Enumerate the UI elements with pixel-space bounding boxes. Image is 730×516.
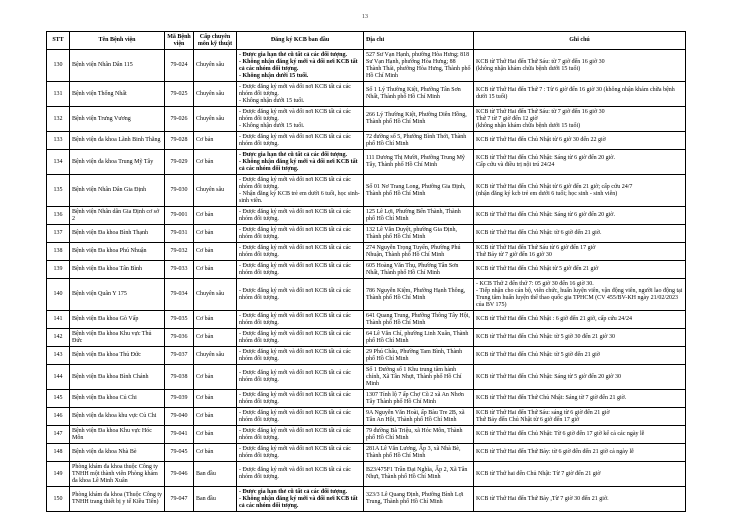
stt-cell: 146 bbox=[47, 408, 70, 426]
register-line: - Được đăng ký mới và đổi nơi KCB tất cả các nhóm đối tượng. bbox=[239, 244, 351, 258]
level-cell: Cơ bản bbox=[194, 408, 237, 426]
hospital-name-cell: Bệnh viện Quân Y 175 bbox=[70, 279, 165, 311]
note-line: KCB từ Thứ Hai đến Chủ Nhật: Sáng từ 6 giờ đến 20 giờ. bbox=[476, 155, 615, 161]
stt-cell: 145 bbox=[47, 390, 70, 408]
header-hospital-code: Mã Bệnh viện bbox=[165, 32, 194, 50]
address-cell: B23/475F1 Trần Đại Nghĩa, Ấp 2, Xã Tân Nhựt, Thành phố Hồ Chí Minh bbox=[364, 462, 474, 487]
level-cell: Cơ bản bbox=[194, 329, 237, 347]
register-line: - Nhận đăng ký KCB trẻ em dưới 6 tuổi, học sinh- sinh viên. bbox=[239, 190, 360, 204]
level-cell: Chuyên sâu bbox=[194, 50, 237, 82]
note-cell bbox=[474, 132, 686, 150]
note-line: KCB từ Thứ Hai đến Chủ Nhật từ 6 giờ đến 21 giờ; cấp cứu 24/7 bbox=[476, 183, 633, 190]
table-row bbox=[47, 225, 686, 243]
stt-cell: 131 bbox=[47, 82, 70, 107]
table-body bbox=[47, 50, 686, 512]
stt-cell: 142 bbox=[47, 329, 70, 347]
note-line: KCB từ Thứ Hai đến Thứ Chủ Nhật: Sáng từ 7 giờ đến 21 giờ. bbox=[476, 395, 627, 401]
address-cell: 786 Nguyễn Kiệm, Phường Hạnh Thông, Thành phố Hồ Chí Minh bbox=[364, 279, 474, 311]
note-cell bbox=[474, 243, 686, 261]
address-cell: 29 Phú Châu, Phường Tam Bình, Thành phố Hồ Chí Minh bbox=[364, 347, 474, 365]
hospital-code-cell: 79-047 bbox=[165, 487, 194, 512]
table-row bbox=[47, 426, 686, 444]
register-line: - Được gia hạn thẻ cũ tất cả các đối tượng. bbox=[239, 488, 348, 495]
header-stt: STT bbox=[47, 32, 70, 50]
note-line: Cấp cứu và điều trị nội trú 24/24 bbox=[476, 162, 555, 168]
header-address: Địa chỉ bbox=[364, 32, 474, 50]
address-cell: 125 Lê Lợi, Phường Bến Thành, Thành phố Hồ Chí Minh bbox=[364, 207, 474, 225]
hospital-code-cell: 79-046 bbox=[165, 462, 194, 487]
table-row bbox=[47, 243, 686, 261]
stt-cell: 135 bbox=[47, 175, 70, 207]
note-line: KCB từ Thứ Hai đến Thứ 7 : Từ 6 giờ đến 16 giờ 30 (không nhận khám chữa bệnh dưới 15 tuổi) bbox=[476, 87, 675, 100]
register-cell bbox=[237, 207, 364, 225]
level-cell: Chuyên sâu bbox=[194, 82, 237, 107]
level-cell: Cơ bản bbox=[194, 150, 237, 175]
table-row bbox=[47, 408, 686, 426]
note-line: KCB từ Thứ Hai đến Thứ Sáu: sáng từ 6 giờ đến 21 giờ bbox=[476, 409, 610, 416]
note-cell bbox=[474, 279, 686, 311]
address-cell: 64 Lê Văn Chí, phường Linh Xuân, Thành phố Hồ Chí Minh bbox=[364, 329, 474, 347]
address-cell: 79 đường Bà Triệu, xã Hóc Môn, Thành phố Hồ Chí Minh bbox=[364, 426, 474, 444]
level-cell: Cơ bản bbox=[194, 261, 237, 279]
header-note: Ghi chú bbox=[474, 32, 686, 50]
hospital-code-cell: 79-025 bbox=[165, 82, 194, 107]
stt-cell: 138 bbox=[47, 243, 70, 261]
stt-cell: 134 bbox=[47, 150, 70, 175]
hospital-code-cell: 79-026 bbox=[165, 107, 194, 132]
register-line: - Được đăng ký mới và đổi nơi KCB tất cả các nhóm đối tượng. bbox=[239, 330, 351, 344]
register-line: - Được đăng ký mới và đổi nơi KCB tất cả các nhóm đối tượng. bbox=[239, 445, 351, 459]
note-line: (nhận đăng ký kcb trẻ em dưới 6 tuổi; học sinh - sinh viên) bbox=[476, 190, 618, 197]
hospital-name-cell: Bệnh viện Đa khoa Tân Bình bbox=[70, 261, 165, 279]
hospital-name-cell: Bệnh viện đa khoa Nhà Bè bbox=[70, 444, 165, 462]
register-cell bbox=[237, 132, 364, 150]
hospital-code-cell: 79-038 bbox=[165, 365, 194, 390]
address-cell: Số 01 Nơ Trang Long, Phường Gia Định, Thành phố Hồ Chí Minh bbox=[364, 175, 474, 207]
register-line: - Được đăng ký mới và đổi nơi KCB tất cả các nhóm đối tượng. bbox=[239, 409, 351, 423]
note-cell bbox=[474, 175, 686, 207]
address-cell: 9A Nguyễn Văn Hoài, ấp Bàu Tre 2B, xã Tân An Hội, Thành phố Hồ Chí Minh bbox=[364, 408, 474, 426]
hospital-code-cell: 79-030 bbox=[165, 175, 194, 207]
note-line: KCB từ Thứ Hai đến Thứ Bảy ,Từ 7 giờ 30 đến 21 giờ. bbox=[476, 495, 609, 502]
note-line: KCB từ Thứ Hai đến Chủ Nhật từ 6 giờ 30 đến 22 giờ bbox=[476, 137, 606, 143]
register-line: - Được đăng ký mới và đổi nơi KCB tất cả các nhóm đối tượng. bbox=[239, 176, 351, 190]
table-header-row bbox=[47, 32, 686, 50]
note-cell bbox=[474, 444, 686, 462]
hospital-name-cell: Phòng khám đa khoa (Thuộc Công ty TNHH trang thiết bị y tế Kiều Tiên) bbox=[70, 487, 165, 512]
table-row bbox=[47, 150, 686, 175]
register-cell bbox=[237, 426, 364, 444]
note-line: KCB từ Thứ Hai đến Chủ Nhật: Sáng từ 6 giờ đến 20 giờ. bbox=[476, 212, 615, 218]
note-line: KCB từ Thứ Hai đến Chủ Nhật: từ 5 giờ 30 đến 21 giờ 30 bbox=[476, 334, 615, 340]
address-cell: 281A Lê Văn Lương, Ấp 3, xã Nhà Bè, Thành phố Hồ Chí Minh bbox=[364, 444, 474, 462]
register-cell bbox=[237, 279, 364, 311]
hospital-code-cell: 79-036 bbox=[165, 329, 194, 347]
hospital-code-cell: 79-045 bbox=[165, 444, 194, 462]
hospital-name-cell: Bệnh viện Đa khoa Thủ Đức bbox=[70, 347, 165, 365]
note-cell bbox=[474, 408, 686, 426]
note-cell bbox=[474, 426, 686, 444]
page-number: 13 bbox=[362, 14, 368, 20]
note-line: Thứ 7 từ 7 giờ đến 12 giờ bbox=[476, 115, 538, 122]
address-cell: 132 Lê Văn Duyệt, phường Gia Định, Thành phố Hồ Chí Minh bbox=[364, 225, 474, 243]
note-cell bbox=[474, 347, 686, 365]
hospital-code-cell: 79-035 bbox=[165, 311, 194, 329]
table-row bbox=[47, 207, 686, 225]
note-line: Thứ Bảy đến Chủ Nhật từ 6 giờ đến 17 giờ bbox=[476, 416, 580, 423]
hospital-code-cell: 79-029 bbox=[165, 150, 194, 175]
level-cell: Cơ bản bbox=[194, 444, 237, 462]
note-line: KCB từ Thứ Hai đến Chủ Nhật: từ 6 giờ đến 21 giờ. bbox=[476, 230, 602, 236]
hospital-table bbox=[46, 31, 686, 512]
stt-cell: 143 bbox=[47, 347, 70, 365]
hospital-name-cell: Bệnh viện Đa khoa Khu vực Thủ Đức bbox=[70, 329, 165, 347]
note-cell bbox=[474, 150, 686, 175]
note-cell bbox=[474, 487, 686, 512]
level-cell: Cơ bản bbox=[194, 390, 237, 408]
level-cell: Chuyên sâu bbox=[194, 175, 237, 207]
level-cell: Cơ bản bbox=[194, 132, 237, 150]
register-cell bbox=[237, 107, 364, 132]
note-cell bbox=[474, 311, 686, 329]
hospital-name-cell: Bệnh viện Đa khoa Gò Vấp bbox=[70, 311, 165, 329]
register-cell bbox=[237, 390, 364, 408]
hospital-name-cell: Bệnh viện đa khoa Lãnh Binh Thăng bbox=[70, 132, 165, 150]
register-line: - Không nhận dưới 15 tuổi. bbox=[239, 72, 309, 79]
address-cell: 274 Nguyễn Trọng Tuyển, Phường Phú Nhuận, Thành phố Hồ Chí Minh bbox=[364, 243, 474, 261]
register-cell bbox=[237, 329, 364, 347]
stt-cell: 140 bbox=[47, 279, 70, 311]
address-cell: 1307 Tỉnh lộ 7 ấp Chợ Cũ 2 xã An Nhơn Tây Thành phố Hồ Chí Minh bbox=[364, 390, 474, 408]
register-line: - Không nhận dưới 15 tuổi. bbox=[239, 97, 305, 104]
hospital-name-cell: Bệnh viện Đa khoa Khu vực Hóc Môn bbox=[70, 426, 165, 444]
hospital-code-cell: 79-028 bbox=[165, 132, 194, 150]
stt-cell: 141 bbox=[47, 311, 70, 329]
level-cell: Cơ bản bbox=[194, 207, 237, 225]
hospital-name-cell: Bệnh viện Nhân Dân Gia Định bbox=[70, 175, 165, 207]
register-line: - Không nhận đăng ký mới và đổi nơi KCB tất cả các nhóm đối tượng. bbox=[239, 158, 358, 172]
note-line: KCB từ Thứ Hai đến Thứ Sáu: từ 7 giờ đến 16 giờ 30 bbox=[476, 58, 605, 65]
hospital-name-cell: Bệnh viện Đa khoa Bình Thạnh bbox=[70, 225, 165, 243]
stt-cell: 147 bbox=[47, 426, 70, 444]
level-cell: Ban đầu bbox=[194, 487, 237, 512]
level-cell: Cơ bản bbox=[194, 365, 237, 390]
table-row bbox=[47, 444, 686, 462]
register-cell bbox=[237, 311, 364, 329]
stt-cell: 150 bbox=[47, 487, 70, 512]
address-cell: Số 1 Đường số 1 Khu trung tâm hành chính, Xã Tân Nhựt, Thành phố Hồ Chí Minh bbox=[364, 365, 474, 390]
address-cell: 527 Sư Vạn Hạnh, phường Hòa Hưng; 818 Sư Vạn Hạnh, phường Hòa Hưng; 88 Thành Thái, phường Hòa Hưng, Thành phố Hồ Chí Minh bbox=[364, 50, 474, 82]
note-line: KCB từ Thứ Hai đến Chủ Nhật từ 5 giờ đến 21 giờ bbox=[476, 266, 599, 272]
hospital-name-cell: Bệnh viện đa khoa khu vực Củ Chi bbox=[70, 408, 165, 426]
register-cell bbox=[237, 408, 364, 426]
table-row bbox=[47, 390, 686, 408]
note-cell bbox=[474, 365, 686, 390]
hospital-code-cell: 79-040 bbox=[165, 408, 194, 426]
stt-cell: 148 bbox=[47, 444, 70, 462]
note-line: KCB từ Thứ hai đến Chủ Nhật: Từ 7 giờ đến 21 giờ bbox=[476, 470, 601, 477]
register-line: - Không nhận đăng ký mới và đổi nơi KCB tất cả các nhóm đối tượng. bbox=[239, 58, 358, 72]
note-cell bbox=[474, 107, 686, 132]
level-cell: Chuyên sâu bbox=[194, 279, 237, 311]
level-cell: Chuyên sâu bbox=[194, 107, 237, 132]
register-cell bbox=[237, 444, 364, 462]
note-line: Thứ Bảy từ 7 giờ đến 16 giờ 30 bbox=[476, 251, 552, 258]
header-register: Đăng ký KCB ban đầu bbox=[237, 32, 364, 50]
register-cell bbox=[237, 462, 364, 487]
register-cell bbox=[237, 50, 364, 82]
register-line: - Được đăng ký mới và đổi nơi KCB tất cả các nhóm đối tượng. bbox=[239, 287, 351, 301]
register-line: - Được đăng ký mới và đổi nơi KCB tất cả các nhóm đối tượng. bbox=[239, 108, 351, 122]
level-cell: Ban đầu bbox=[194, 462, 237, 487]
level-cell: Cơ bản bbox=[194, 243, 237, 261]
level-cell: Cơ bản bbox=[194, 426, 237, 444]
note-line: KCB từ Thứ Hai đến Chủ Nhật: Sáng từ 5 giờ đến 20 giờ 30 bbox=[476, 373, 621, 380]
address-cell: 72 đường số 5, Phường Bình Thới, Thành phố Hồ Chí Minh bbox=[364, 132, 474, 150]
register-cell bbox=[237, 347, 364, 365]
register-line: - Được gia hạn thẻ cũ tất cả các đối tượng. bbox=[239, 51, 348, 58]
table-row bbox=[47, 132, 686, 150]
address-cell: 323/3 Lê Quang Định, Phường Bình Lợi Trung, Thành phố Hồ Chí Minh bbox=[364, 487, 474, 512]
level-cell: Cơ bản bbox=[194, 311, 237, 329]
table-row bbox=[47, 365, 686, 390]
stt-cell: 149 bbox=[47, 462, 70, 487]
note-line: - KCB Thứ 2 đến thứ 7: 05 giờ 30 đến 16 giờ 30. bbox=[476, 280, 594, 287]
hospital-name-cell: Bệnh viện Đa khoa Củ Chi bbox=[70, 390, 165, 408]
level-cell: Chuyên sâu bbox=[194, 347, 237, 365]
note-line: KCB từ Thứ Hai đến Thứ Bảy: từ 6 giờ đến đến 21 giờ cả ngày lễ bbox=[476, 449, 634, 455]
register-cell bbox=[237, 175, 364, 207]
note-line: - Tiếp nhận cho cán bộ, viên chức, huấn luyện viên, vận động viên, người lao động tại Trung tâm huấn luyện thể thao quốc gia TPHCM (CV 455/BV-KH ngày 21/02/2023 của BV 175) bbox=[476, 287, 683, 308]
address-cell: Số 1 Lý Thường Kiệt, Phường Tân Sơn Nhất, Thành phố Hồ Chí Minh bbox=[364, 82, 474, 107]
register-cell bbox=[237, 150, 364, 175]
hospital-name-cell: Bệnh viện Nhân dân Gia Định cơ sở 2 bbox=[70, 207, 165, 225]
register-line: - Được đăng ký mới và đổi nơi KCB tất cả các nhóm đối tượng. bbox=[239, 312, 351, 326]
note-line: KCB từ Thứ Hai đến Chủ Nhật : 6 giờ đến 21 giờ, cấp cứu 24/24 bbox=[476, 316, 632, 322]
address-cell: 266 Lý Thường Kiệt, Phường Diên Hồng, Thành phố Hồ Chí Minh bbox=[364, 107, 474, 132]
header-hospital-name: Tên Bệnh viện bbox=[70, 32, 165, 50]
note-cell bbox=[474, 207, 686, 225]
address-cell: 111 Dương Thị Mười, Phường Trung Mỹ Tây, Thành phố Hồ Chí Minh bbox=[364, 150, 474, 175]
register-line: - Được đăng ký mới và đổi nơi KCB tất cả các nhóm đối tượng. bbox=[239, 208, 351, 222]
stt-cell: 130 bbox=[47, 50, 70, 82]
register-line: - Được gia hạn thẻ cũ tất cả các đối tượng. bbox=[239, 151, 348, 158]
hospital-code-cell: 79-041 bbox=[165, 426, 194, 444]
table-row bbox=[47, 279, 686, 311]
note-cell bbox=[474, 50, 686, 82]
hospital-name-cell: Bệnh viện Trưng Vương bbox=[70, 107, 165, 132]
register-cell bbox=[237, 487, 364, 512]
hospital-name-cell: Bệnh viện đa khoa Trung Mỹ Tây bbox=[70, 150, 165, 175]
table-row bbox=[47, 175, 686, 207]
register-cell bbox=[237, 261, 364, 279]
stt-cell: 144 bbox=[47, 365, 70, 390]
register-cell bbox=[237, 82, 364, 107]
stt-cell: 139 bbox=[47, 261, 70, 279]
hospital-name-cell: Phòng khám đa khoa thuộc Công ty TNHH một thành viên Phòng khám đa khoa Lê Minh Xuân bbox=[70, 462, 165, 487]
register-line: - Không nhận đăng ký mới và đổi nơi KCB tất cả các nhóm đối tượng. bbox=[239, 495, 358, 509]
note-cell bbox=[474, 462, 686, 487]
note-line: KCB từ Thứ Hai đến Chủ Nhật: Từ 6 giờ đến 17 giờ kể cả các ngày lễ bbox=[476, 431, 645, 437]
table-row bbox=[47, 82, 686, 107]
table-row bbox=[47, 462, 686, 487]
hospital-code-cell: 79-037 bbox=[165, 347, 194, 365]
table-row bbox=[47, 347, 686, 365]
table-row bbox=[47, 311, 686, 329]
register-cell bbox=[237, 243, 364, 261]
table-row bbox=[47, 329, 686, 347]
table-row bbox=[47, 487, 686, 512]
note-cell bbox=[474, 329, 686, 347]
register-line: - Được đăng ký mới và đổi nơi KCB tất cả các nhóm đối tượng. bbox=[239, 467, 351, 480]
register-line: - Không nhận dưới 15 tuổi. bbox=[239, 122, 305, 129]
note-cell bbox=[474, 225, 686, 243]
stt-cell: 136 bbox=[47, 207, 70, 225]
register-line: - Được đăng ký mới và đổi nơi KCB tất cả các nhóm đối tượng. bbox=[239, 348, 351, 362]
register-line: - Được đăng ký mới và đổi nơi KCB tất cả các nhóm đối tượng. bbox=[239, 83, 351, 97]
address-cell: 641 Quang Trung, Phường Thông Tây Hội, Thành phố Hồ Chí Minh bbox=[364, 311, 474, 329]
register-line: - Được đăng ký mới và đổi nơi KCB tất cả các nhóm đối tượng. bbox=[239, 133, 351, 147]
note-cell bbox=[474, 261, 686, 279]
register-line: - Được đăng ký mới và đổi nơi KCB tất cả các nhóm đối tượng. bbox=[239, 226, 351, 240]
stt-cell: 133 bbox=[47, 132, 70, 150]
note-cell bbox=[474, 82, 686, 107]
note-line: KCB từ Thứ Hai đến Thứ Sáu: từ 7 giờ đến 16 giờ 30 bbox=[476, 108, 605, 115]
hospital-code-cell: 79-024 bbox=[165, 50, 194, 82]
note-line: (không nhận khám chữa bệnh dưới 15 tuổi) bbox=[476, 65, 581, 72]
table-row bbox=[47, 50, 686, 82]
hospital-name-cell: Bệnh viện Thống Nhất bbox=[70, 82, 165, 107]
address-cell: 605 Hoàng Văn Thụ, Phường Tân Sơn Nhất, Thành phố Hồ Chí Minh bbox=[364, 261, 474, 279]
hospital-name-cell: Bệnh viện Nhân Dân 115 bbox=[70, 50, 165, 82]
register-line: - Được đăng ký mới và đổi nơi KCB tất cả các nhóm đối tượng. bbox=[239, 370, 351, 383]
hospital-name-cell: Bệnh viện Đa khoa Phú Nhuận bbox=[70, 243, 165, 261]
hospital-code-cell: 79-034 bbox=[165, 279, 194, 311]
stt-cell: 132 bbox=[47, 107, 70, 132]
hospital-name-cell: Bệnh viện Đa khoa Bình Chánh bbox=[70, 365, 165, 390]
header-level: Cấp chuyên môn kỹ thuật bbox=[194, 32, 237, 50]
register-cell bbox=[237, 365, 364, 390]
hospital-table-container bbox=[46, 31, 685, 512]
register-line: - Được đăng ký mới và đổi nơi KCB tất cả các nhóm đối tượng. bbox=[239, 427, 351, 441]
hospital-code-cell: 79-032 bbox=[165, 243, 194, 261]
hospital-code-cell: 79-039 bbox=[165, 390, 194, 408]
register-line: - Được đăng ký mới và đổi nơi KCB tất cả các nhóm đối tượng. bbox=[239, 262, 351, 276]
hospital-code-cell: 79-031 bbox=[165, 225, 194, 243]
table-row bbox=[47, 107, 686, 132]
register-cell bbox=[237, 225, 364, 243]
hospital-code-cell: 79-001 bbox=[165, 207, 194, 225]
level-cell: Cơ bản bbox=[194, 225, 237, 243]
stt-cell: 137 bbox=[47, 225, 70, 243]
note-line: KCB từ Thứ Hai đến Chủ Nhật: từ 5 giờ đến 21 giờ bbox=[476, 352, 600, 358]
table-row bbox=[47, 261, 686, 279]
register-line: - Được đăng ký mới và đổi nơi KCB tất cả các nhóm đối tượng. bbox=[239, 391, 351, 405]
note-cell bbox=[474, 390, 686, 408]
note-line: (không nhận khám chữa bệnh dưới 15 tuổi) bbox=[476, 122, 581, 129]
note-line: KCB từ Thứ Hai đến Thứ Sáu từ 6 giờ đến 17 giờ bbox=[476, 244, 596, 251]
hospital-code-cell: 79-033 bbox=[165, 261, 194, 279]
